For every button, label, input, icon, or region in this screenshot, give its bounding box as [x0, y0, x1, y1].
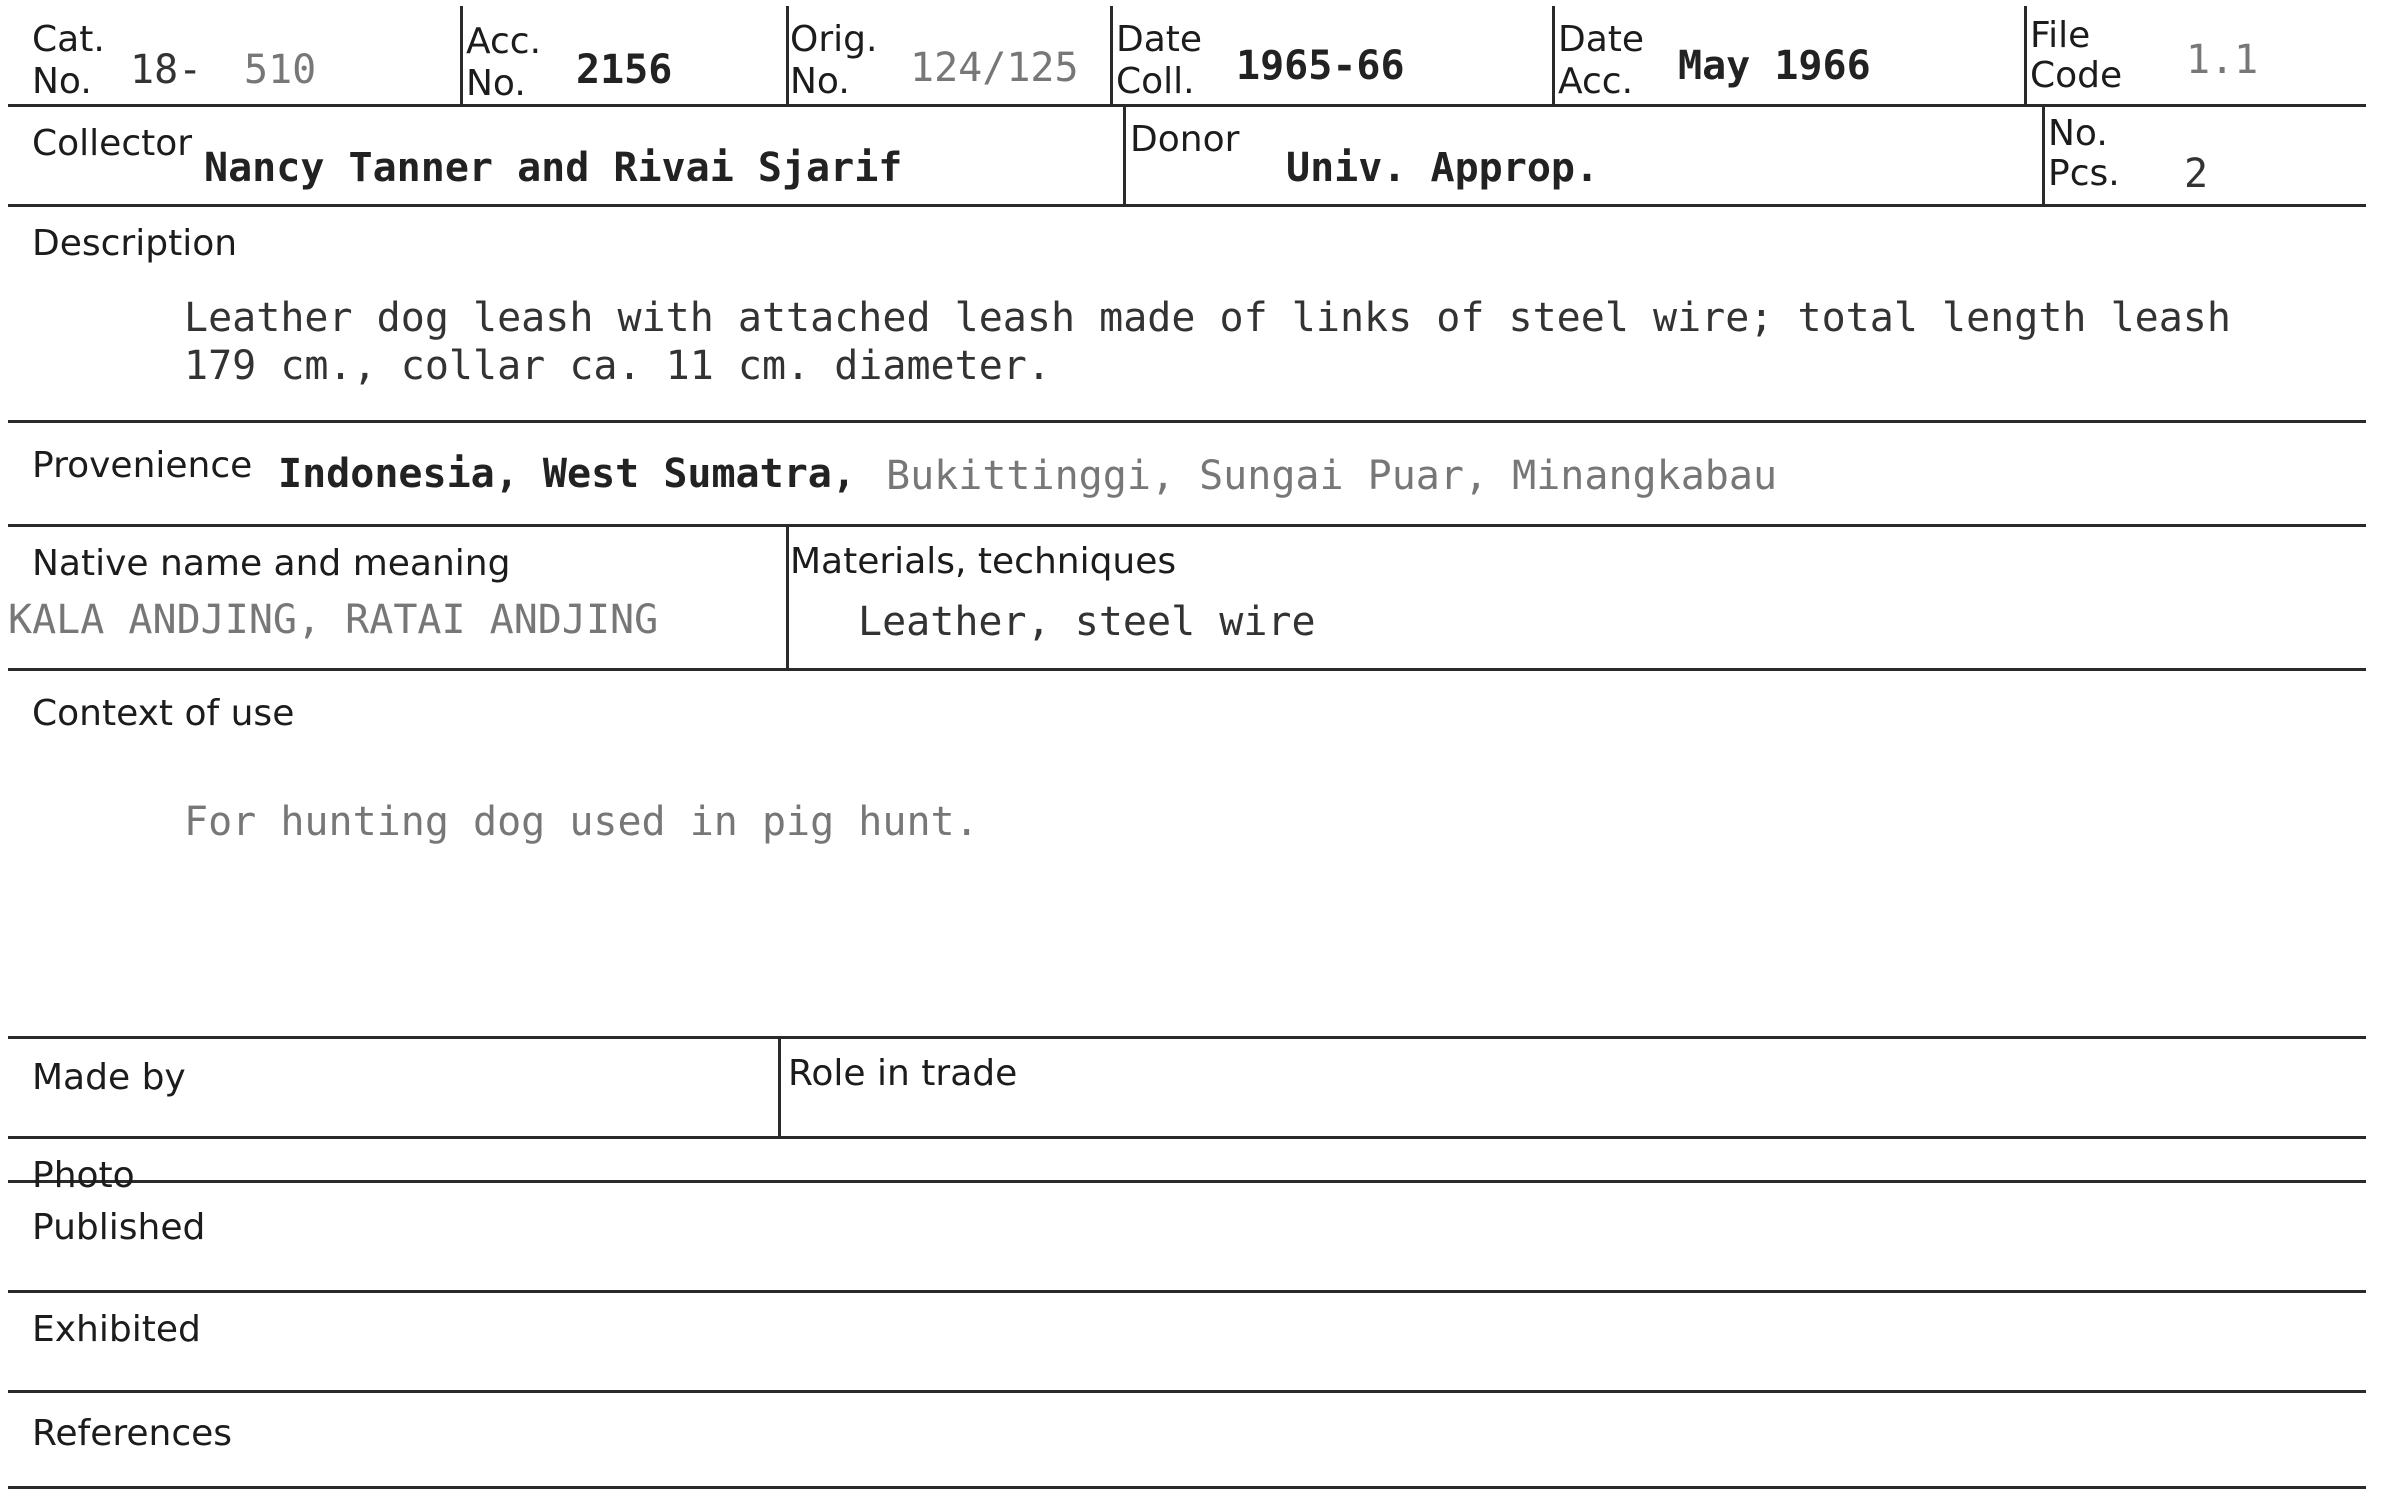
native-name-label: Native name and meaning [32, 543, 511, 584]
rule-exhibited-bottom [8, 1390, 2366, 1393]
orig-no-label-bottom: No. [790, 61, 850, 102]
made-by-label: Made by [32, 1057, 186, 1098]
references-label: References [32, 1413, 233, 1454]
published-label: Published [32, 1207, 206, 1248]
collector-label: Collector [32, 123, 193, 164]
rule-references-bottom [8, 1486, 2366, 1489]
orig-no-value: 124/125 [910, 45, 1079, 91]
date-coll-value: 1965-66 [1236, 43, 1405, 89]
orig-no-label-top: Orig. [790, 19, 878, 60]
date-acc-label-top: Date [1558, 19, 1645, 60]
native-name-value: KALA ANDJING, RATAI ANDJING [8, 597, 659, 643]
rule-native-bottom [8, 668, 2366, 671]
provenience-label: Provenience [32, 445, 253, 486]
rule-madeby-bottom [8, 1136, 2366, 1139]
cat-no-value: 510 [244, 47, 317, 93]
divider-cat-acc [460, 6, 463, 106]
file-code-label-bottom: Code [2030, 55, 2123, 96]
no-pcs-label-bottom: Pcs. [2048, 153, 2120, 194]
rule-provenience-bottom [8, 524, 2366, 527]
rule-collector-bottom [8, 204, 2366, 207]
cat-no-prefix: 18- [130, 47, 203, 93]
date-coll-label-top: Date [1116, 19, 1203, 60]
acc-no-label-top: Acc. [466, 21, 542, 62]
provenience-value-secondary: Bukittinggi, Sungai Puar, Minangkabau [886, 453, 1778, 499]
description-value: Leather dog leash with attached leash made of links of steel wire; total length leash 179 cm., collar ca. 11 cm. diameter. [184, 295, 2231, 389]
file-code-label-top: File [2030, 15, 2091, 56]
date-acc-value: May 1966 [1678, 43, 1871, 89]
donor-value: Univ. Approp. [1286, 145, 1600, 191]
acc-no-value: 2156 [576, 47, 673, 93]
divider-orig-datecoll [1110, 6, 1113, 106]
donor-label: Donor [1130, 119, 1240, 160]
rule-published-bottom [8, 1290, 2366, 1293]
file-code-value: 1.1 [2186, 37, 2259, 83]
description-label: Description [32, 223, 238, 264]
divider-collector-donor [1123, 106, 1126, 206]
context-value: For hunting dog used in pig hunt. [184, 799, 979, 845]
divider-madeby-role [778, 1038, 781, 1138]
date-coll-label-bottom: Coll. [1116, 61, 1195, 102]
divider-native-materials [786, 526, 789, 670]
materials-label: Materials, techniques [790, 541, 1177, 582]
rule-description-bottom [8, 420, 2366, 423]
photo-label: Photo [32, 1155, 135, 1196]
role-in-trade-label: Role in trade [788, 1053, 1018, 1094]
rule-context-bottom [8, 1036, 2366, 1039]
materials-value: Leather, steel wire [858, 599, 1316, 645]
acc-no-label-bottom: No. [466, 63, 526, 104]
date-acc-label-bottom: Acc. [1558, 61, 1634, 102]
divider-datecoll-dateacc [1552, 6, 1555, 106]
divider-dateacc-file [2024, 6, 2027, 106]
exhibited-label: Exhibited [32, 1309, 201, 1350]
no-pcs-value: 2 [2184, 151, 2209, 197]
context-label: Context of use [32, 693, 295, 734]
no-pcs-label-top: No. [2048, 113, 2108, 154]
divider-acc-orig [786, 6, 789, 106]
cat-no-label-top: Cat. [32, 19, 105, 60]
divider-donor-pcs [2042, 106, 2045, 206]
rule-header-bottom [8, 104, 2366, 107]
provenience-value-primary: Indonesia, West Sumatra, [278, 451, 856, 497]
rule-photo-bottom [8, 1180, 2366, 1183]
cat-no-label-bottom: No. [32, 61, 92, 102]
collector-value: Nancy Tanner and Rivai Sjarif [204, 145, 903, 191]
